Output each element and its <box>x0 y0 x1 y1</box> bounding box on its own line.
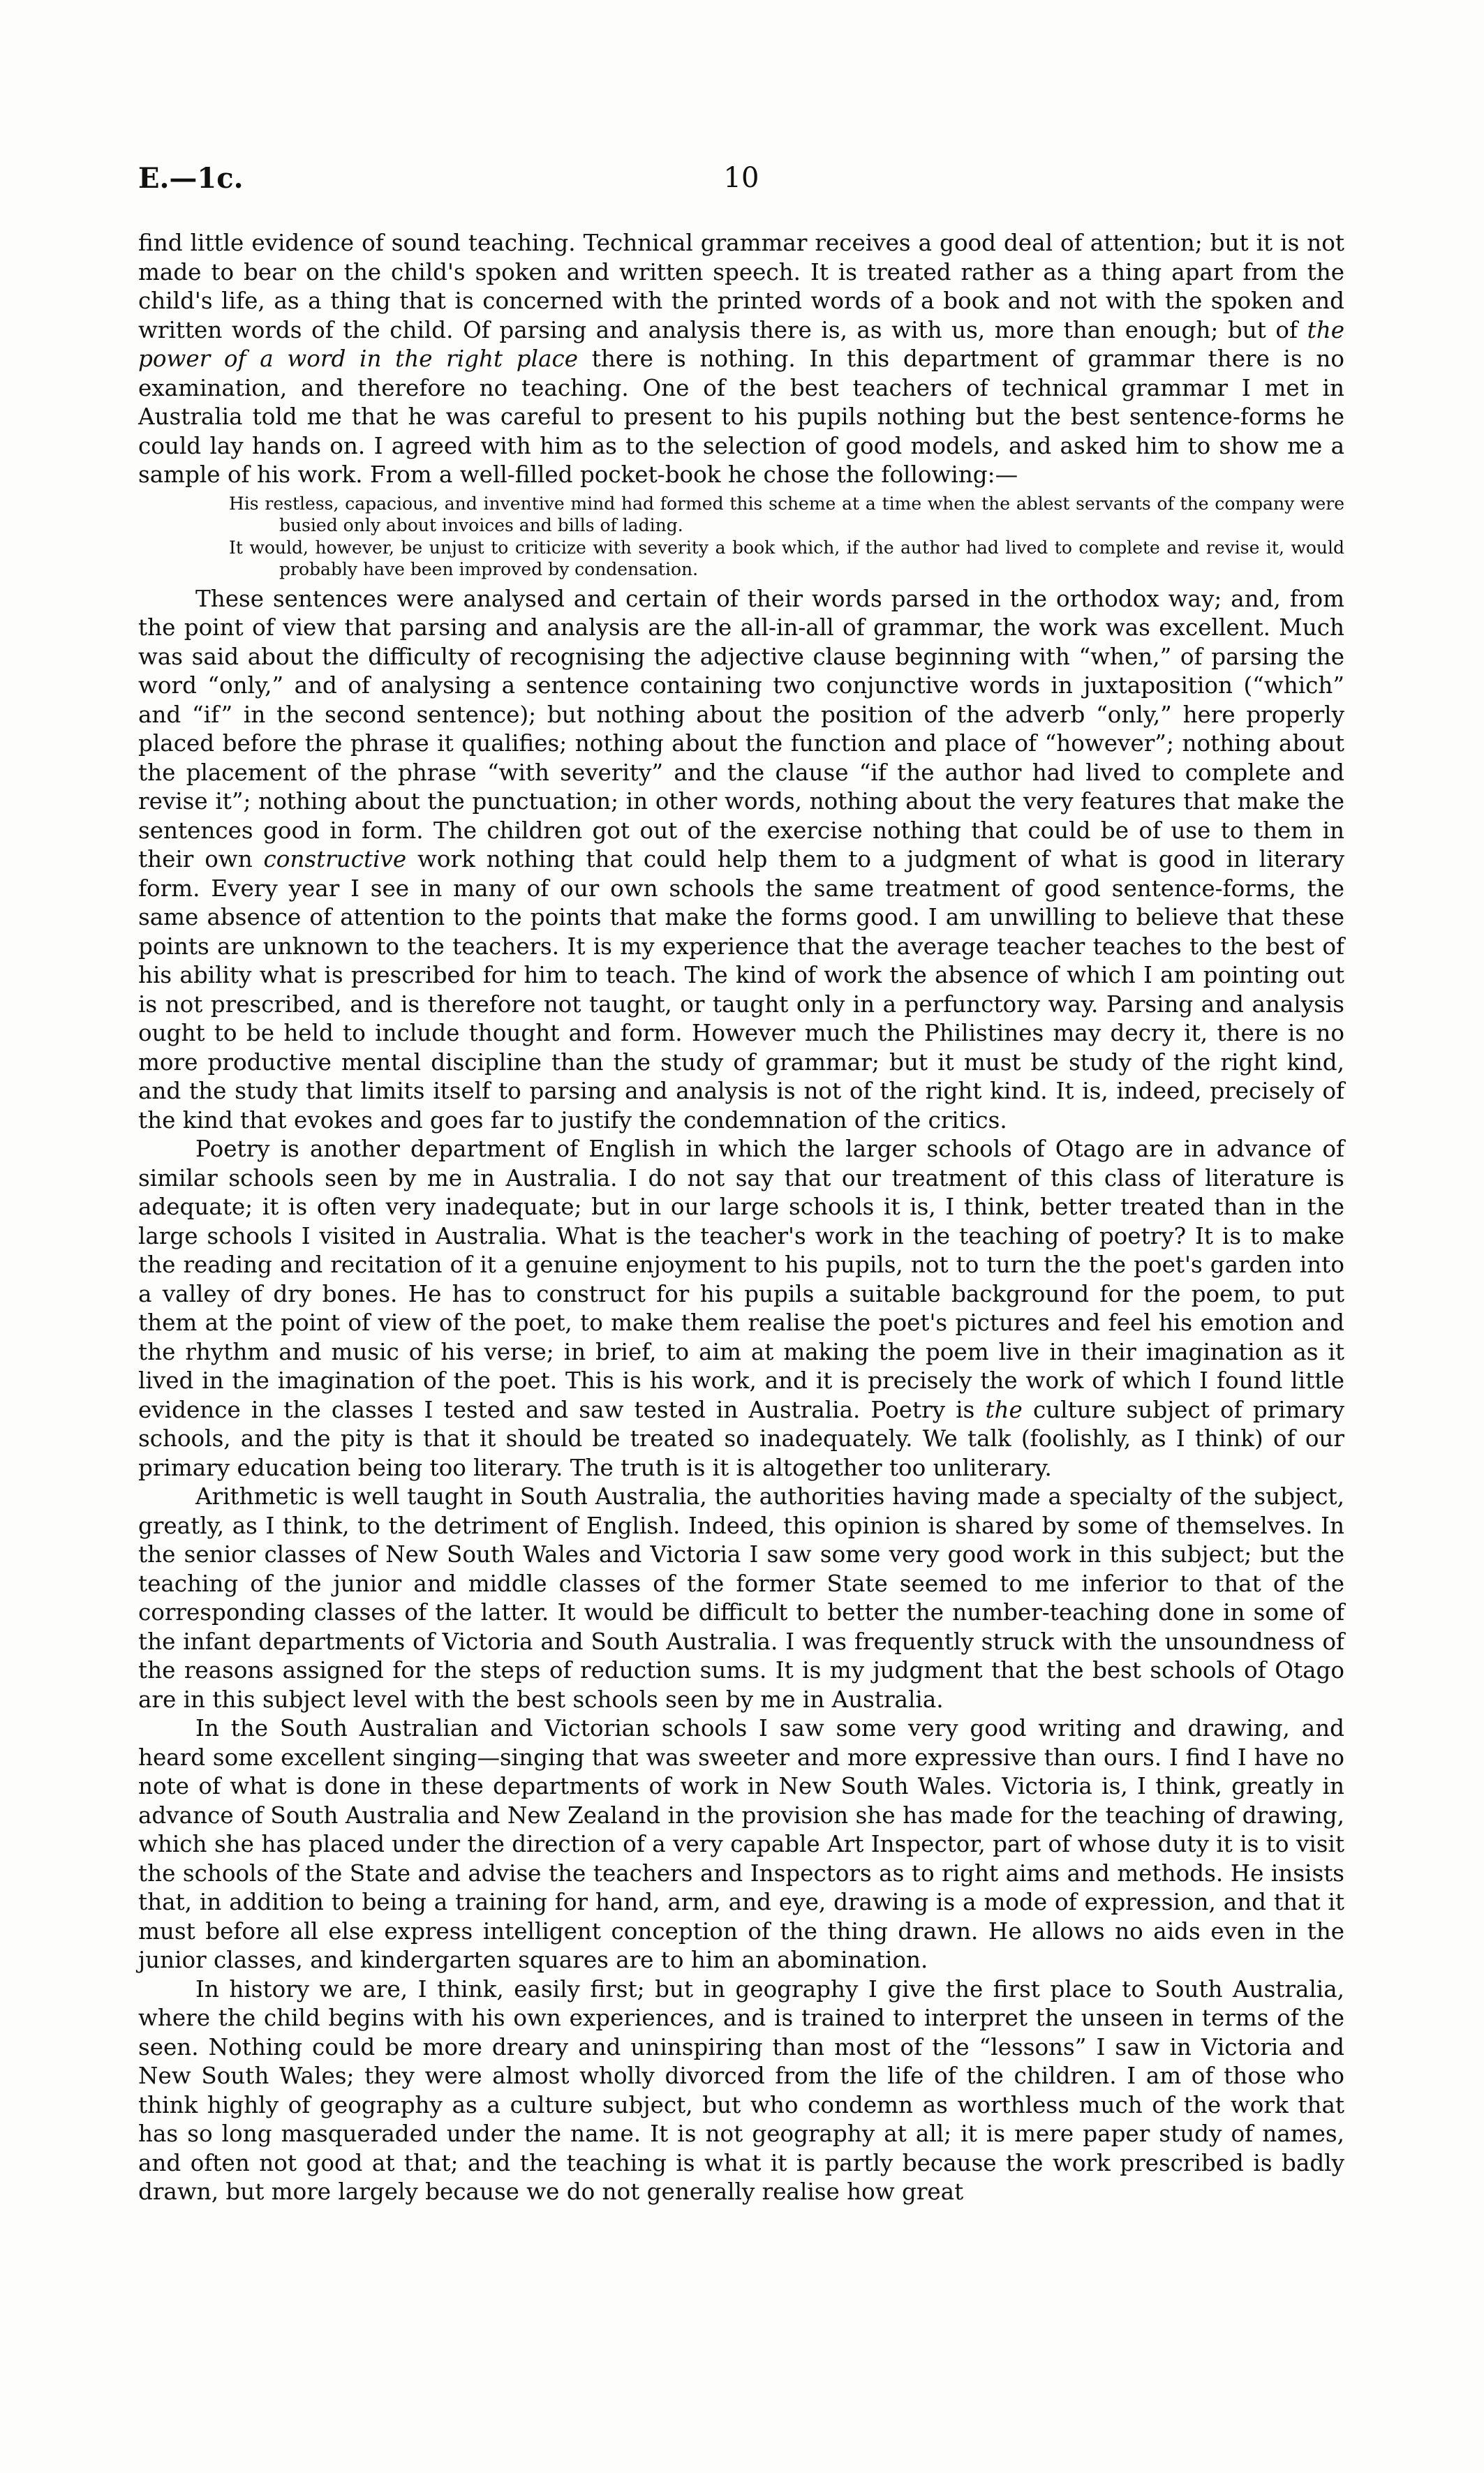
paragraph-grammar-intro: find little evidence of sound teaching. Technical grammar receives a good deal of attention; but it is not made to bear on the child's spoken and written speech. It is treated rather as a thing apart from the child's life, as a thing that is concerned with the printed words of a book and not with the spoken and written words of the child. Of parsing and analysis there is, as with us, more than enough; but of the power of a word in the right place there is nothing. In this department of grammar there is no examination, and therefore no teaching. One of the best teachers of technical grammar I met in Australia told me that he was careful to present to his pupils nothing but the best sentence-forms he could lay hands on. I agreed with him as to the selection of good models, and asked him to show me a sample of his work. From a well-filled pocket-book he chose the following:— <box>138 230 1344 488</box>
page-number: 10 <box>723 162 759 194</box>
paragraph-geography: In history we are, I think, easily first; but in geography I give the first place to South Australia, where the child begins with his own experiences, and is trained to interpret the unseen in terms of the seen. Nothing could be more dreary and uninspiring than most of the “lessons” I saw in Victoria and New South Wales; they were almost wholly divorced from the life of the children. I am of those who think highly of geography as a culture subject, but who condemn as worthless much of the work that has so long masqueraded under the name. It is not geography at all; it is mere paper study of names, and often not good at that; and the teaching is what it is partly because the work prescribed is badly drawn, but more largely because we do not generally realise how great <box>138 1975 1344 2205</box>
paragraph-analysis: These sentences were analysed and certain of their words parsed in the orthodox way; and, from the point of view that parsing and analysis are the all-in-all of grammar, the work was excellent. Much was said about the difficulty of recognising the adjective clause beginning with “when,” of parsing the word “only,” and of analysing a sentence containing two conjunctive words in juxtaposition (“which” and “if” in the second sentence); but nothing about the position of the adverb “only,” here properly placed before the phrase it qualifies; nothing about the function and place of “however”; nothing about the placement of the phrase “with severity” and the clause “if the author had lived to complete and revise it”; nothing about the punctuation; in other words, nothing about the very features that make the sentences good in form. The children got out of the exercise nothing that could be of use to them in their own constructive work nothing that could help them to a judgment of what is good in literary form. Every year I see in many of our own schools the same treatment of good sentence-forms, the same absence of attention to the points that make the forms good. I am unwilling to believe that these points are unknown to the teachers. It is my experience that the average teacher teaches to the best of his ability what is prescribed for him to teach. The kind of work the absence of which I am pointing out is not prescribed, and is therefore not taught, or taught only in a perfunctory way. Parsing and analysis ought to be held to include thought and form. However much the Philistines may decry it, there is no more productive mental discipline than the study of grammar; but it must be study of the right kind, and the study that limits itself to parsing and analysis is not of the right kind. It is, indeed, precisely of the kind that evokes and goes far to justify the condemnation of the critics. <box>138 585 1344 1134</box>
sample-sentence-2: It would, however, be unjust to criticize with severity a book which, if the author had lived to complete and revise it, would probably have been improved by condensation. <box>229 537 1344 579</box>
document-reference: E.—1c. <box>138 162 244 195</box>
page-header <box>138 162 1344 204</box>
body-text <box>138 229 1344 2207</box>
sample-sentence-1: His restless, capacious, and inventive mind had formed this scheme at a time when the ablest servants of the company were busied only about invoices and bills of lading. <box>229 493 1344 535</box>
paragraph-arithmetic: Arithmetic is well taught in South Australia, the authorities having made a specialty of the subject, greatly, as I think, to the detriment of English. Indeed, this opinion is shared by some of themselves. In the senior classes of New South Wales and Victoria I saw some very good work in this subject; but the teaching of the junior and middle classes of the former State seemed to me inferior to that of the corresponding classes of the latter. It would be difficult to better the number-teaching done in some of the infant departments of Victoria and South Australia. I was frequently struck with the unsoundness of the reasons assigned for the steps of reduction sums. It is my judgment that the best schools of Otago are in this subject level with the best schools seen by me in Australia. <box>138 1483 1344 1713</box>
paragraph-poetry: Poetry is another department of English in which the larger schools of Otago are in advance of similar schools seen by me in Australia. I do not say that our treatment of this class of literature is adequate; it is often very inadequate; but in our large schools it is, I think, better treated than in the large schools I visited in Australia. What is the teacher's work in the teaching of poetry? It is to make the reading and recitation of it a genuine enjoyment to his pupils, not to turn the the poet's garden into a valley of dry bones. He has to construct for his pupils a suitable background for the poem, to put them at the point of view of the poet, to make them realise the poet's pictures and feel his emotion and the rhythm and music of his verse; in brief, to aim at making the poem live in their imagination as it lived in the imagination of the poet. This is his work, and it is precisely the work of which I found little evidence in the classes I tested and saw tested in Australia. Poetry is the culture subject of primary schools, and the pity is that it should be treated so inadequately. We talk (foolishly, as I think) of our primary education being too literary. The truth is it is altogether too unliterary. <box>138 1136 1344 1481</box>
sample-sentences <box>229 493 1344 581</box>
paragraph-drawing: In the South Australian and Victorian schools I saw some very good writing and drawing, and heard some excellent singing—singing that was sweeter and more expressive than ours. I find I have no note of what is done in these departments of work in New South Wales. Victoria is, I think, greatly in advance of South Australia and New Zealand in the provision she has made for the teaching of drawing, which she has placed under the direction of a very capable Art Inspector, part of whose duty it is to visit the schools of the State and advise the teachers and Inspectors as to right aims and methods. He insists that, in addition to being a training for hand, arm, and eye, drawing is a mode of expression, and that it must before all else express intelligent conception of the thing drawn. He allows no aids even in the junior classes, and kindergarten squares are to him an abomination. <box>138 1715 1344 1973</box>
